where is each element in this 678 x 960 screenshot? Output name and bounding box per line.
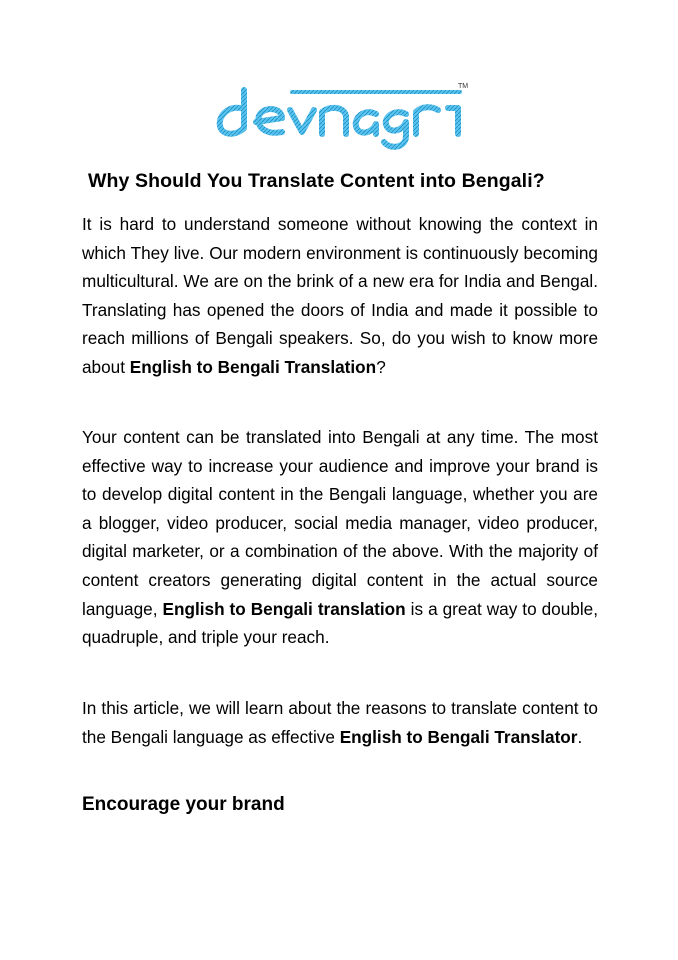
paragraph-intro	[82, 210, 598, 382]
paragraph-text: It is hard to understand someone without knowing the context in which They live. Our modern environment is continuously becoming multicultural. We are on the brink of a new era for India and Bengal. Translating has opened the doors of India and made it possible to reach millions of Bengali speakers. So, do you wish to know more about	[82, 214, 598, 377]
section-heading: Encourage your brand	[82, 794, 285, 815]
paragraph-text: In this article, we will learn about the reasons to translate content to the Bengali language as effective	[82, 698, 598, 747]
paragraph-article	[82, 694, 598, 751]
trademark-mark: TM	[458, 83, 469, 90]
paragraph-text: is a great way to double, quadruple, and triple your reach.	[82, 598, 599, 648]
bold-phrase: English to Bengali Translator	[339, 726, 578, 747]
paragraph-text: Your content can be translated into Bengali at any time. The most effective way to increase your audience and improve your brand is to develop digital content in the Bengali language, whether you are a blogger, video producer, social media manager, video producer, digital marketer, or a combination of the above. With the majority of content creators generating digital content in the actual source language,	[82, 427, 598, 619]
paragraph-text: ?	[376, 356, 386, 377]
paragraph-content	[82, 423, 598, 652]
page-title: Why Should You Translate Content into Bengali?	[88, 170, 545, 192]
bold-phrase: English to Bengali Translation	[129, 356, 377, 377]
devnagri-logo	[210, 78, 472, 156]
devnagri-logo-icon	[210, 78, 472, 156]
bold-phrase: English to Bengali translation	[162, 598, 406, 619]
paragraph-text: .	[577, 726, 583, 747]
